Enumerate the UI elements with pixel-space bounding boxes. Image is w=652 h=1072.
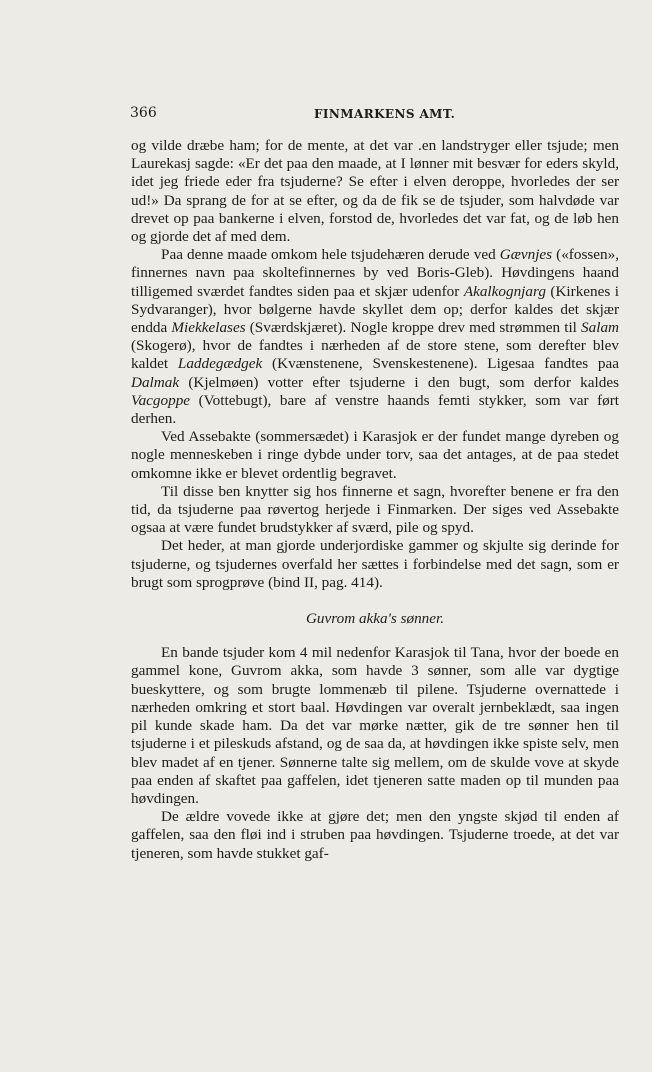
italic-term: Gævnjes [499,246,553,264]
italic-term: Laddegædgek [177,355,263,373]
text-run: (Vottebugt), bare af venstre haands femti stykker, som var ført derhen. [131,391,619,428]
text-run: Ved Assebakte (sommersædet) i Karasjok er der fundet mange dyreben og nogle menneskeben i ringe dybde under torv, saa det antages, at de paa stedet omkomne ikke er blevet ordentlig begravet. [131,428,619,482]
text-run: (Kirkenes i Sydvaranger), hvor bølgerne havde skyllet dem op; derfor kaldes det skjær endda [131,282,619,337]
paragraph-gaevnjes [131,246,619,428]
text-run: Det heder, at man gjorde underjordiske gammer og skjulte sig derinde for tsjuderne, og tsjudernes overfald her sættes i forbindelse med det sagn, som er brugt som sprogprøve (bind II, pag. 414). [131,537,619,591]
text-run: (Skogerø), hvor de fandtes i nærheden af de store stene, som derefter blev kaldet [131,337,619,373]
text-run: (Kjelmøen) votter efter tsjuderne i den bugt, som derfor kaldes [179,373,619,391]
italic-term: Vacgoppe [131,391,191,409]
body-text [131,137,619,863]
text-run: Til disse ben knytter sig hos finnerne et sagn, hvorefter benene er fra den tid, da tsjuderne paa røvertog herjede i Finmarken. Der siges ved Assebakte ogsaa at være fundet brudstykker af sværd, pile og spyd. [131,482,619,537]
paragraph-underground-huts [131,537,619,592]
italic-term: Akalkognjarg [463,282,546,300]
running-title: FINMARKENS AMT. [314,107,456,121]
paragraph-bones-legend [131,483,619,538]
paragraph-guvrom-akka: En bande tsjuder kom 4 mil nedenfor Karasjok til Tana, hvor der boede en gammel kone, Guvrom akka, som havde 3 sønner, som alle var dygtige bueskyttere, og som brugte lommenæb til pilene. Tsjuderne overnattede i nærheden omkring et stort baal. Høvdingen var overalt jernbeklædt, saa ingen pil kunde skade ham. Da det var mørke nætter, gik de tre sønner hen til tsjuderne i et pileskuds afstand, og de saa da, at høvdingen ikke spiste selv, men blev madet af en tjener. Sønnerne talte sig mellem, om de skulde vove at skyde paa enden af skaftet paa gaffelen, idet tjeneren satte maden op til munden paa høvdingen. [131,644,619,807]
paragraph-assebakte [131,428,619,483]
italic-term: Salam [581,319,619,337]
section-heading: Guvrom akka's sønner. [305,610,445,628]
text-run: («fossen», finnernes navn paa skoltefinnernes by ved Boris-Gleb). Høvdingens haand tilligemed sværdet fandtes siden paa et skjær udenfor [131,246,619,300]
text-run: Paa denne maade omkom hele tsjudehæren derude ved [161,246,500,264]
text-run: og vilde dræbe ham; for de mente, at det var .en landstryger eller tsjude; men Laurekasj sagde: «Er det paa den maade, at I lønner mit besvær for eders skyld, idet jeg friede eder fra tsjuderne? Se efter i elven deroppe, hvorledes der ser ud!» Da sprang de for at se efter, og da de fik se de tsjuder, som halvdøde var drevet op paa bankerne i elven, forstod de, hvorledes det var fat, og de løb hen og gjorde det af med dem. [131,137,619,246]
italic-term: Dalmak [131,373,180,391]
text-run: (Sværdskjæret). Nogle kroppe drev med strømmen til [245,319,582,337]
page-number: 366 [130,105,157,121]
italic-term: Miekkelases [171,319,246,337]
paragraph-youngest-son: De ældre vovede ikke at gjøre det; men den yngste skjød til enden af gaffelen, saa den fløi ind i struben paa høvdingen. Tsjuderne troede, at det var tjeneren, som havde stukket gaf- [131,808,619,862]
paragraph-continued [131,137,619,246]
text-run: (Kvænstenene, Svenskestenene). Ligesaa fandtes paa [262,355,619,373]
